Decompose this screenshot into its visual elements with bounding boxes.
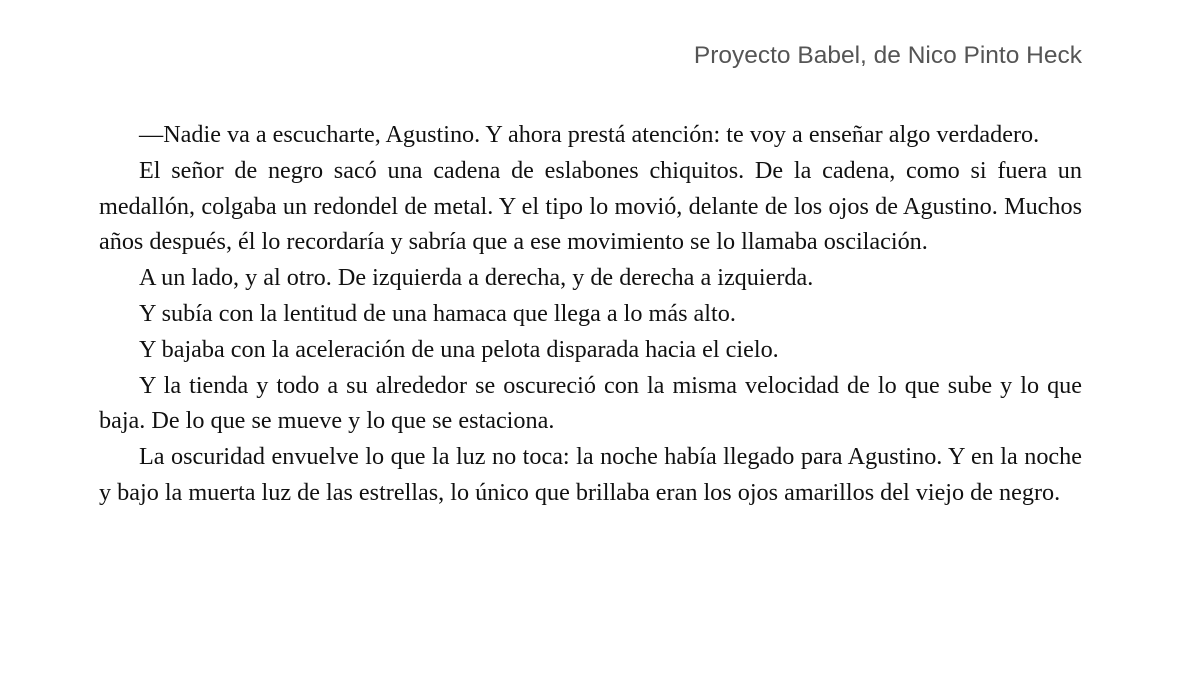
paragraph: La oscuridad envuelve lo que la luz no toca: la noche había llegado para Agustino. Y en la noche y bajo la muerta luz de las estrellas, lo único que brillaba eran los ojos amarillos del viejo de negro. xyxy=(99,443,1082,506)
body-text xyxy=(99,117,1082,511)
paragraph: Y subía con la lentitud de una hamaca que llega a lo más alto. xyxy=(139,299,736,327)
paragraph: Y bajaba con la aceleración de una pelota disparada hacia el cielo. xyxy=(139,335,779,363)
paragraph: A un lado, y al otro. De izquierda a derecha, y de derecha a izquierda. xyxy=(139,264,814,292)
running-header: Proyecto Babel, de Nico Pinto Heck xyxy=(693,42,1082,69)
paragraph: —Nadie va a escucharte, Agustino. Y ahora prestá atención: te voy a enseñar algo verdadero. xyxy=(139,121,1040,148)
paragraph: Y la tienda y todo a su alrededor se oscureció con la misma velocidad de lo que sube y lo que baja. De lo que se mueve y lo que se estaciona. xyxy=(99,371,1082,435)
paragraph: El señor de negro sacó una cadena de eslabones chiquitos. De la cadena, como si fuera un medallón, colgaba un redondel de metal. Y el tipo lo movió, delante de los ojos de Agustino. Muchos años después, él lo recordaría y sabría que a ese movimiento se lo llamaba oscilación. xyxy=(99,156,1082,256)
